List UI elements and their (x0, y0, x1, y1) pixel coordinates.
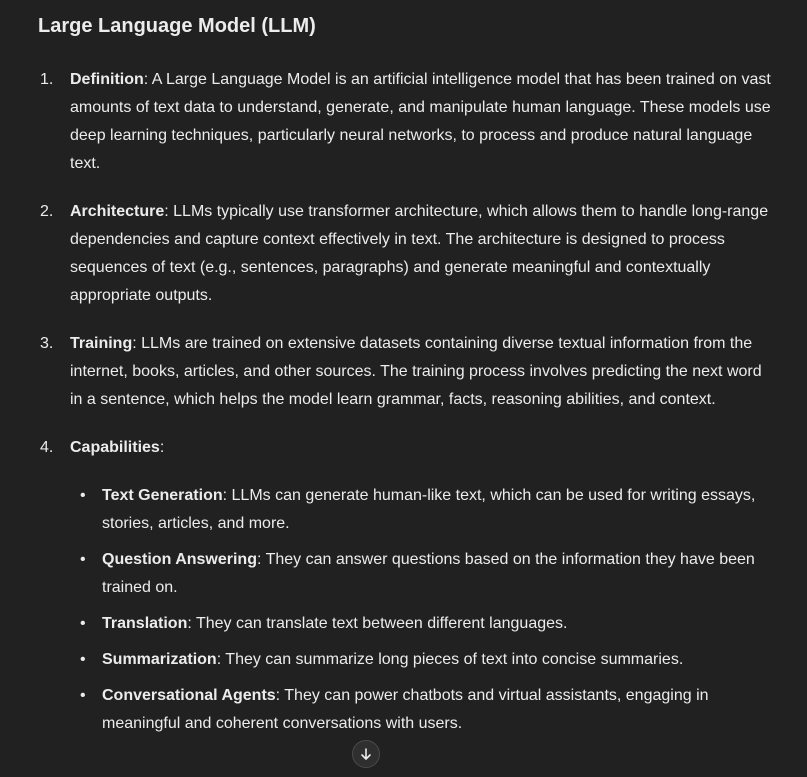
term-label: Text Generation (102, 487, 223, 504)
assistant-message (38, 12, 778, 758)
term-label: Summarization (102, 651, 217, 668)
list-item (70, 482, 778, 538)
message-heading: Large Language Model (LLM) (38, 15, 316, 37)
term-label: Conversational Agents (102, 687, 276, 704)
bullet-marker: • (80, 687, 86, 704)
term-label: Definition (70, 71, 144, 88)
list-item (70, 682, 778, 738)
capabilities-list (70, 482, 778, 738)
term-description: : (159, 439, 165, 456)
term-description: : LLMs can generate human-like text, which can be used for writing essays, stories, articles, and more. (102, 487, 756, 532)
term-label: Translation (102, 615, 188, 632)
list-item-definition (38, 66, 778, 178)
term-label: Architecture (70, 203, 165, 220)
term-label: Training (70, 335, 133, 352)
term-description: : They can summarize long pieces of text into concise summaries. (216, 651, 684, 668)
term-description: : A Large Language Model is an artificial intelligence model that has been trained on vast amounts of text data to understand, generate, and manipulate human language. These models use deep learning techniques, particularly neural networks, to process and produce natural language text. (70, 71, 771, 172)
term-description: : They can power chatbots and virtual assistants, engaging in meaningful and coherent conversations with users. (102, 687, 709, 732)
arrow-down-icon (359, 747, 373, 761)
list-item-capabilities (38, 434, 778, 738)
term-description: : LLMs typically use transformer architecture, which allows them to handle long-range dependencies and capture context effectively in text. The architecture is designed to process sequences of text (e.g., sentences, paragraphs) and generate meaningful and contextually appropriate outputs. (70, 203, 769, 304)
bullet-marker: • (80, 651, 86, 668)
bullet-marker: • (80, 551, 86, 568)
scroll-to-bottom-button[interactable] (352, 740, 380, 768)
list-number: 4. (40, 439, 54, 456)
list-number: 1. (40, 71, 54, 88)
bullet-marker: • (80, 615, 86, 632)
term-label: Capabilities (70, 439, 160, 456)
list-item (70, 610, 778, 638)
term-description: : LLMs are trained on extensive datasets containing diverse textual information from the internet, books, articles, and other sources. The training process involves predicting the next word in a sentence, which helps the model learn grammar, facts, reasoning abilities, and context. (70, 335, 762, 408)
list-number: 2. (40, 203, 54, 220)
list-number: 3. (40, 335, 54, 352)
list-item (70, 646, 778, 674)
term-description: : They can answer questions based on the information they have been trained on. (102, 551, 755, 596)
list-item-architecture (38, 198, 778, 310)
list-item (70, 546, 778, 602)
bullet-marker: • (80, 487, 86, 504)
list-item-training (38, 330, 778, 414)
term-description: : They can translate text between different languages. (187, 615, 568, 632)
term-label: Question Answering (102, 551, 257, 568)
numbered-list (38, 66, 778, 738)
